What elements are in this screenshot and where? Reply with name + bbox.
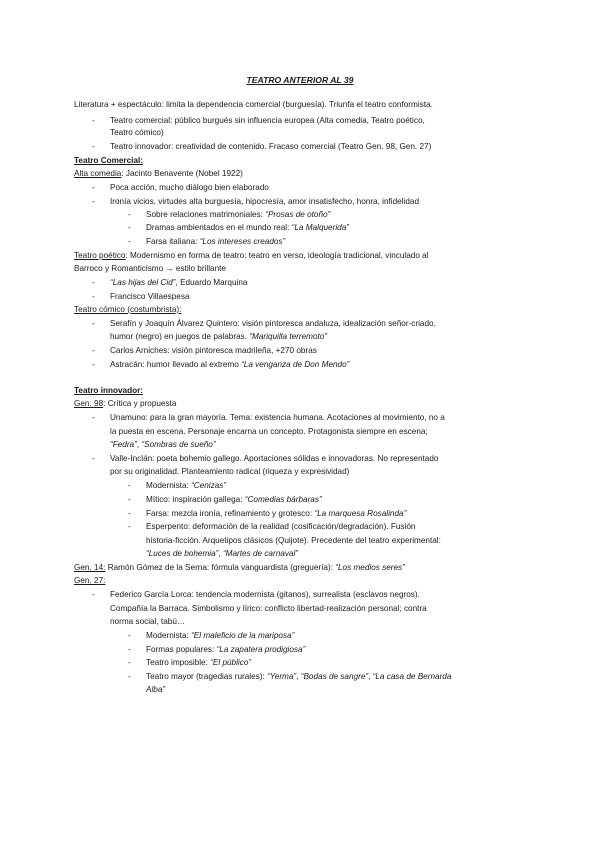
work-title: “El maleficio de la mariposa” — [191, 631, 295, 640]
valle-item: Valle-Inclán: poeta bohemio gallego. Aportaciones sólidas e innovadoras. No representado — [110, 454, 439, 463]
separator: , — [296, 672, 301, 681]
bullet-dash: - — [92, 142, 95, 151]
subitem-text: Sobre relaciones matrimoniales: — [146, 210, 266, 219]
teatro-poetico-text: : Modernismo en forma de teatro: teatro en verso, ideología tradicional, vinculado al — [125, 251, 429, 260]
subitem-text: Mítico: inspiración gallega: — [146, 495, 245, 504]
alta-comedia-label: Alta comedia — [74, 169, 122, 178]
work-title: “Las hijas del Cid” — [110, 278, 176, 287]
comico-item-cont — [110, 331, 327, 343]
bullet-dash: - — [128, 223, 131, 232]
gen98-line — [74, 398, 176, 410]
work-title: “La venganza de Don Mendo” — [241, 360, 350, 369]
work-title: “Luces de bohemia” — [146, 549, 219, 558]
lorca-subitem — [146, 644, 305, 656]
alta-item: Poca acción, mucho diálogo bien elaborado — [110, 183, 269, 192]
teatro-poetico-line — [74, 250, 429, 262]
bullet-dash: - — [128, 672, 131, 681]
work-title: “La zapatera prodigiosa” — [216, 645, 306, 654]
valle-subitem — [146, 494, 322, 506]
alta-item: Ironía vicios, virtudes alta burguesía, hipocresía, amor insatisfecho, honra, infidelidad — [110, 197, 420, 206]
bullet-dash: - — [92, 413, 95, 422]
work-title: “Bodas de sangre” — [300, 672, 369, 681]
subitem-text: Modernista: — [146, 631, 192, 640]
section-heading-innovador: Teatro innovador: — [74, 386, 143, 395]
bullet-dash: - — [128, 481, 131, 490]
work-title: “Martes de carnaval” — [222, 549, 299, 558]
alta-subitem — [146, 222, 349, 234]
subitem-text: Teatro imposible: — [146, 658, 211, 667]
subitem-text: Teatro mayor (tragedias rurales): — [146, 672, 268, 681]
bullet-dash: - — [92, 197, 95, 206]
bullet-dash: - — [92, 278, 95, 287]
alta-subitem — [146, 236, 285, 248]
subitem-text: Farsa: mezcla ironía, refinamiento y grotesco: — [146, 509, 315, 518]
bullet-dash: - — [92, 454, 95, 463]
unamuno-works — [110, 439, 216, 451]
bullet-dash: - — [92, 292, 95, 301]
separator: , — [368, 672, 373, 681]
alta-comedia-line — [74, 168, 243, 180]
intro-item-comercial-cont: Teatro cómico) — [110, 128, 164, 137]
bullet-dash: - — [128, 509, 131, 518]
work-title: “Cenizas” — [191, 481, 227, 490]
gen27-colon: : — [103, 576, 106, 585]
valle-esperpento-works — [146, 548, 298, 560]
teatro-poetico-cont: Barroco y Romanticismo → estilo brillante — [74, 264, 226, 273]
work-title: “Los medios seres” — [335, 563, 405, 572]
work-title: “La marquesa Rosalinda” — [314, 509, 407, 518]
valle-subitem — [146, 480, 226, 492]
unamuno-item-cont: la puesta en escena. Personaje encarna un concepto. Protagonista siempre en escena; — [110, 427, 428, 436]
work-title: “La Malquerida” — [291, 223, 349, 232]
subitem-text: Farsa italiana: — [146, 237, 200, 246]
gen27-line — [74, 575, 105, 587]
bullet-dash: - — [92, 360, 95, 369]
bullet-dash: - — [92, 346, 95, 355]
teatro-comico-label: Teatro cómico (costumbrista) — [74, 305, 180, 314]
gen98-label: Gen. 98 — [74, 399, 104, 408]
teatro-poetico-label: Teatro poético — [74, 251, 126, 260]
lorca-subitem — [146, 657, 251, 669]
bullet-dash: - — [128, 658, 131, 667]
lorca-item-cont: norma social, tabú… — [110, 617, 186, 626]
intro-item-innovador: Teatro innovador: creatividad de contenido. Fracaso comercial (Teatro Gen. 98, Gen. 27) — [110, 142, 432, 151]
gen27-label: Gen. 27 — [74, 576, 104, 585]
page-title: TEATRO ANTERIOR AL 39 — [246, 75, 354, 85]
work-title: “La casa de Bernarda — [372, 672, 452, 681]
separator: , — [136, 440, 142, 449]
alta-comedia-text: : Jacinto Benavente (Nobel 1922) — [121, 169, 243, 178]
gen14-line — [74, 562, 405, 574]
intro-item-comercial: Teatro comercial: público burgués sin influencia europea (Alta comedia, Teatro poético, — [110, 116, 425, 125]
bullet-dash: - — [128, 522, 131, 531]
gen14-label: Gen. 14: — [74, 563, 106, 572]
unamuno-item: Unamuno: para la gran mayoría. Tema: existencia humana. Acotaciones al movimiento, no a — [110, 413, 445, 422]
comico-item: Carlos Arniches: visión pintoresca madrileña, +270 obras — [110, 346, 317, 355]
gen14-text: Ramón Gómez de la Serna: fórmula vanguardista (greguería): — [105, 563, 336, 572]
teatro-comico-colon: : — [179, 305, 182, 314]
comico-text: humor (negro) en juegos de palabras. — [110, 332, 250, 341]
bullet-dash: - — [92, 590, 95, 599]
bullet-dash: - — [92, 319, 95, 328]
comico-text: Astracán: humor llevado al extremo — [110, 360, 242, 369]
alta-subitem — [146, 209, 330, 221]
subitem-text: Dramas ambientados en el mundo real: — [146, 223, 292, 232]
bullet-dash: - — [128, 210, 131, 219]
subitem-text: Modernista: — [146, 481, 192, 490]
intro-text: Literatura + espectáculo: limita la dependencia comercial (burguesía). Triunfa el teatro conformista. — [74, 100, 433, 109]
valle-subitem-cont: historia-ficción. Arquetipos clásicos (Quijote). Precedente del teatro experimental: — [146, 536, 441, 545]
work-title: “Los intereses creados” — [199, 237, 286, 246]
section-heading-comercial: Teatro Comercial: — [74, 156, 144, 165]
poetico-item: Francisco Villaespesa — [110, 292, 190, 301]
bullet-dash: - — [92, 183, 95, 192]
bullet-dash: - — [92, 116, 95, 125]
separator: , — [218, 549, 223, 558]
work-title: “Sombras de sueño” — [141, 440, 216, 449]
lorca-subitem — [146, 671, 451, 683]
comico-item — [110, 359, 349, 371]
bullet-dash: - — [128, 645, 131, 654]
teatro-comico-line — [74, 304, 181, 316]
valle-subitem — [146, 508, 406, 520]
work-title: “El público” — [210, 658, 252, 667]
gen98-text: : Crítica y propuesta — [103, 399, 177, 408]
lorca-subitem — [146, 630, 294, 642]
bullet-dash: - — [128, 495, 131, 504]
work-title: “Fedra” — [110, 440, 137, 449]
lorca-item-cont: Compañía la Barraca. Simbolismo y lírico: conflicto libertad-realización personal; contra — [110, 604, 427, 613]
lorca-item: Federico García Lorca: tendencia modernista (gitanos), surrealista (esclavos negros). — [110, 590, 420, 599]
valle-subitem: Esperpento: deformación de la realidad (cosificación/degradación). Fusión — [146, 522, 416, 531]
work-title: “Comedias bárbaras” — [244, 495, 322, 504]
bullet-dash: - — [128, 237, 131, 246]
work-title: “Yerma” — [267, 672, 297, 681]
work-title: “Mariquilla terremoto” — [249, 332, 328, 341]
lorca-subitem-cont: Alba” — [146, 685, 166, 694]
bullet-dash: - — [128, 631, 131, 640]
work-title: “Prosas de otoño” — [265, 210, 331, 219]
comico-item: Serafín y Joaquín Álvarez Quintero: visión pintoresca andaluza, idealización señor-criado, — [110, 319, 436, 328]
subitem-text: Formas populares: — [146, 645, 217, 654]
author-text: , Eduardo Marquina — [175, 278, 248, 287]
poetico-item — [110, 277, 247, 289]
valle-item-cont: por su originalidad. Planteamiento radical (riqueza y expresividad) — [110, 467, 350, 476]
